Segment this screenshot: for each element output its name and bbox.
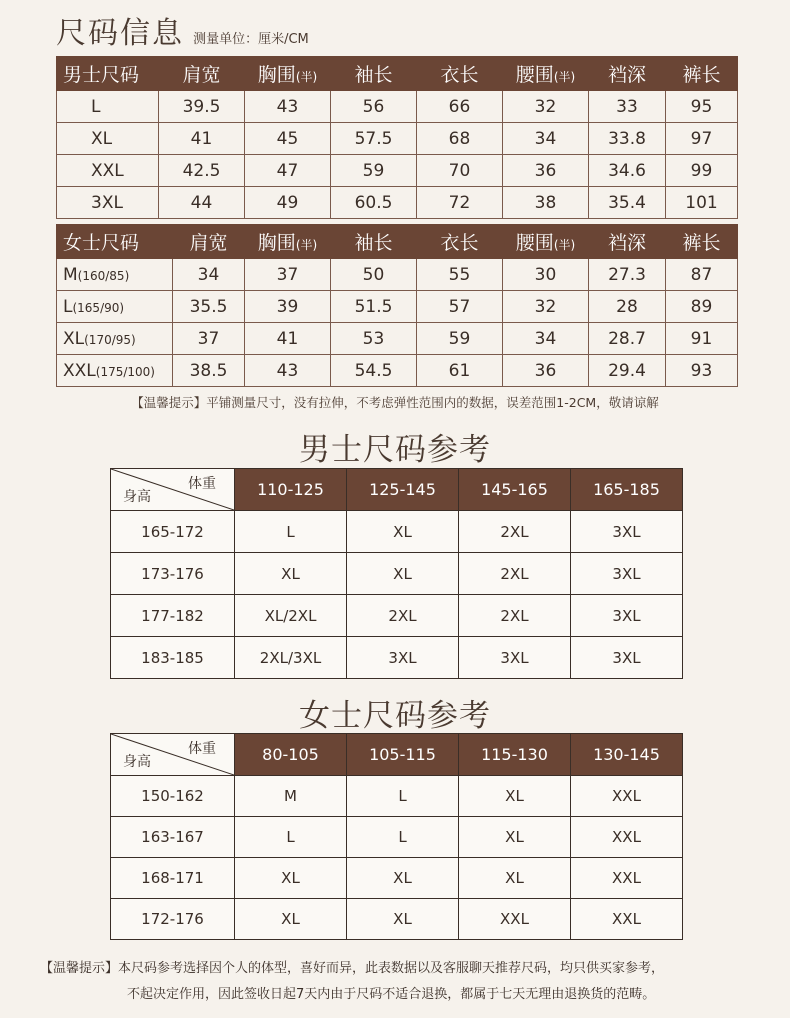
column-header-note: (半) bbox=[553, 238, 576, 252]
reference-note-line1: 【温馨提示】本尺码参考选择因个人的体型，喜好而异，此表数据以及客服聊天推荐尺码，均只供买家参考， bbox=[40, 961, 665, 976]
measure-cell: 50 bbox=[331, 259, 417, 291]
measure-cell: 59 bbox=[417, 323, 503, 355]
column-header bbox=[589, 57, 666, 91]
column-header-label: 裆深 bbox=[607, 64, 646, 86]
measure-cell: 87 bbox=[666, 259, 738, 291]
height-range-cell: 168-171 bbox=[111, 858, 235, 899]
size-note: (170/95) bbox=[84, 332, 136, 347]
table-row bbox=[57, 91, 738, 123]
column-header-label: 胸围 bbox=[257, 232, 296, 254]
reference-note bbox=[40, 956, 770, 1008]
weight-range-header: 80-105 bbox=[235, 734, 347, 776]
measure-cell: 93 bbox=[666, 355, 738, 387]
height-range-cell: 177-182 bbox=[111, 595, 235, 637]
size-label: M bbox=[63, 264, 78, 285]
column-header-label: 袖长 bbox=[354, 232, 393, 254]
recommended-size-cell: L bbox=[347, 817, 459, 858]
page-title: 尺码信息 bbox=[56, 16, 184, 51]
measure-cell: 57.5 bbox=[331, 123, 417, 155]
table-row bbox=[111, 817, 683, 858]
column-header bbox=[417, 57, 503, 91]
men-reference-table bbox=[110, 468, 683, 679]
column-header bbox=[666, 225, 738, 259]
measure-cell: 28.7 bbox=[589, 323, 666, 355]
recommended-size-cell: XL bbox=[459, 776, 571, 817]
measure-cell: 66 bbox=[417, 91, 503, 123]
recommended-size-cell: 3XL bbox=[459, 637, 571, 679]
table-row bbox=[111, 511, 683, 553]
table-row bbox=[111, 595, 683, 637]
recommended-size-cell: 2XL bbox=[459, 511, 571, 553]
column-header bbox=[57, 225, 173, 259]
measure-cell: 34 bbox=[173, 259, 245, 291]
recommended-size-cell: XL bbox=[235, 553, 347, 595]
recommended-size-cell: 3XL bbox=[571, 511, 683, 553]
weight-range-header: 165-185 bbox=[571, 469, 683, 511]
recommended-size-cell: XL bbox=[459, 858, 571, 899]
column-header-label: 衣长 bbox=[440, 232, 479, 254]
size-label: XL bbox=[91, 128, 113, 149]
table-row bbox=[57, 355, 738, 387]
recommended-size-cell: 3XL bbox=[571, 553, 683, 595]
measure-cell: 37 bbox=[245, 259, 331, 291]
size-cell bbox=[57, 155, 159, 187]
weight-range-header: 125-145 bbox=[347, 469, 459, 511]
weight-label: 体重 bbox=[188, 741, 216, 757]
measure-cell: 36 bbox=[503, 155, 589, 187]
weight-range-header: 105-115 bbox=[347, 734, 459, 776]
measure-cell: 59 bbox=[331, 155, 417, 187]
weight-label: 体重 bbox=[188, 476, 216, 492]
measure-cell: 39.5 bbox=[159, 91, 245, 123]
measure-cell: 34.6 bbox=[589, 155, 666, 187]
column-header bbox=[159, 57, 245, 91]
measure-cell: 45 bbox=[245, 123, 331, 155]
women-size-spec-table bbox=[56, 224, 738, 387]
size-cell bbox=[57, 123, 159, 155]
column-header-label: 男士尺码 bbox=[63, 64, 140, 86]
height-label: 身高 bbox=[123, 489, 151, 505]
page-header bbox=[56, 8, 309, 52]
table-row bbox=[111, 776, 683, 817]
size-label: XL bbox=[63, 328, 85, 349]
men-size-spec-table bbox=[56, 56, 738, 219]
recommended-size-cell: XL bbox=[347, 553, 459, 595]
height-range-cell: 173-176 bbox=[111, 553, 235, 595]
column-header bbox=[417, 225, 503, 259]
measure-cell: 44 bbox=[159, 187, 245, 219]
size-note: (175/100) bbox=[95, 364, 155, 379]
measure-cell: 49 bbox=[245, 187, 331, 219]
measure-cell: 33.8 bbox=[589, 123, 666, 155]
measure-cell: 97 bbox=[666, 123, 738, 155]
measure-cell: 56 bbox=[331, 91, 417, 123]
measure-cell: 89 bbox=[666, 291, 738, 323]
measure-cell: 41 bbox=[245, 323, 331, 355]
column-header bbox=[245, 57, 331, 91]
column-header bbox=[331, 57, 417, 91]
column-header bbox=[173, 225, 245, 259]
measure-cell: 39 bbox=[245, 291, 331, 323]
measurement-note: 【温馨提示】平铺测量尺寸，没有拉伸，不考虑弹性范围内的数据，误差范围1-2CM，敬请谅解 bbox=[131, 395, 659, 410]
measure-cell: 54.5 bbox=[331, 355, 417, 387]
column-header bbox=[245, 225, 331, 259]
column-header bbox=[503, 57, 589, 91]
column-header-label: 肩宽 bbox=[182, 64, 221, 86]
column-header-label: 衣长 bbox=[440, 64, 479, 86]
recommended-size-cell: XL bbox=[235, 899, 347, 940]
measure-cell: 51.5 bbox=[331, 291, 417, 323]
recommended-size-cell: 2XL/3XL bbox=[235, 637, 347, 679]
recommended-size-cell: XXL bbox=[571, 817, 683, 858]
recommended-size-cell: 2XL bbox=[459, 553, 571, 595]
recommended-size-cell: XXL bbox=[571, 858, 683, 899]
measure-cell: 34 bbox=[503, 323, 589, 355]
diagonal-header-cell bbox=[111, 469, 235, 511]
size-note: (165/90) bbox=[72, 300, 125, 315]
column-header bbox=[666, 57, 738, 91]
measure-cell: 34 bbox=[503, 123, 589, 155]
measure-cell: 27.3 bbox=[589, 259, 666, 291]
recommended-size-cell: 2XL bbox=[347, 595, 459, 637]
table-row bbox=[57, 259, 738, 291]
recommended-size-cell: M bbox=[235, 776, 347, 817]
recommended-size-cell: XL bbox=[347, 899, 459, 940]
recommended-size-cell: XL bbox=[347, 511, 459, 553]
size-label: L bbox=[91, 96, 101, 117]
column-header-label: 腰围 bbox=[515, 232, 554, 254]
size-cell bbox=[57, 259, 173, 291]
size-cell bbox=[57, 355, 173, 387]
height-label: 身高 bbox=[123, 754, 151, 770]
recommended-size-cell: XXL bbox=[571, 899, 683, 940]
weight-range-header: 110-125 bbox=[235, 469, 347, 511]
column-header-note: (半) bbox=[295, 238, 318, 252]
column-header-label: 裆深 bbox=[607, 232, 646, 254]
measure-cell: 36 bbox=[503, 355, 589, 387]
measure-cell: 35.4 bbox=[589, 187, 666, 219]
recommended-size-cell: XL bbox=[235, 858, 347, 899]
recommended-size-cell: 2XL bbox=[459, 595, 571, 637]
recommended-size-cell: XL/2XL bbox=[235, 595, 347, 637]
height-range-cell: 163-167 bbox=[111, 817, 235, 858]
measure-cell: 30 bbox=[503, 259, 589, 291]
measure-cell: 43 bbox=[245, 355, 331, 387]
measure-cell: 32 bbox=[503, 291, 589, 323]
size-label: XXL bbox=[91, 160, 124, 181]
measure-cell: 61 bbox=[417, 355, 503, 387]
column-header-label: 裤长 bbox=[682, 64, 721, 86]
measure-cell: 29.4 bbox=[589, 355, 666, 387]
measure-cell: 55 bbox=[417, 259, 503, 291]
measure-cell: 28 bbox=[589, 291, 666, 323]
recommended-size-cell: 3XL bbox=[571, 595, 683, 637]
measure-cell: 35.5 bbox=[173, 291, 245, 323]
table-row bbox=[57, 323, 738, 355]
column-header-label: 胸围 bbox=[257, 64, 296, 86]
recommended-size-cell: 3XL bbox=[571, 637, 683, 679]
recommended-size-cell: L bbox=[235, 511, 347, 553]
recommended-size-cell: XXL bbox=[459, 899, 571, 940]
column-header-label: 肩宽 bbox=[189, 232, 228, 254]
measure-cell: 53 bbox=[331, 323, 417, 355]
height-range-cell: 165-172 bbox=[111, 511, 235, 553]
size-label: XXL bbox=[63, 360, 96, 381]
table-row bbox=[111, 553, 683, 595]
measure-cell: 38.5 bbox=[173, 355, 245, 387]
size-label: 3XL bbox=[91, 192, 123, 213]
column-header-label: 裤长 bbox=[682, 232, 721, 254]
recommended-size-cell: L bbox=[235, 817, 347, 858]
recommended-size-cell: XL bbox=[459, 817, 571, 858]
size-note: (160/85) bbox=[77, 268, 130, 283]
measure-cell: 101 bbox=[666, 187, 738, 219]
weight-range-header: 115-130 bbox=[459, 734, 571, 776]
size-label: L bbox=[63, 296, 73, 317]
column-header bbox=[57, 57, 159, 91]
table-row bbox=[57, 291, 738, 323]
measure-cell: 37 bbox=[173, 323, 245, 355]
measure-cell: 60.5 bbox=[331, 187, 417, 219]
table-row bbox=[111, 637, 683, 679]
measure-cell: 42.5 bbox=[159, 155, 245, 187]
column-header-note: (半) bbox=[295, 70, 318, 84]
recommended-size-cell: XL bbox=[347, 858, 459, 899]
measure-cell: 70 bbox=[417, 155, 503, 187]
measure-cell: 57 bbox=[417, 291, 503, 323]
table-row bbox=[57, 123, 738, 155]
measure-cell: 99 bbox=[666, 155, 738, 187]
measure-cell: 95 bbox=[666, 91, 738, 123]
measure-cell: 72 bbox=[417, 187, 503, 219]
women-reference-title: 女士尺码参考 bbox=[299, 698, 491, 734]
column-header bbox=[503, 225, 589, 259]
measure-cell: 47 bbox=[245, 155, 331, 187]
size-cell bbox=[57, 323, 173, 355]
recommended-size-cell: L bbox=[347, 776, 459, 817]
column-header-label: 腰围 bbox=[515, 64, 554, 86]
measure-cell: 41 bbox=[159, 123, 245, 155]
table-row bbox=[57, 155, 738, 187]
column-header-label: 女士尺码 bbox=[63, 232, 140, 254]
measure-cell: 91 bbox=[666, 323, 738, 355]
reference-note-line2: 不起决定作用，因此签收日起7天内由于尺码不适合退换，都属于七天无理由退换货的范畴。 bbox=[127, 987, 656, 1002]
weight-range-header: 145-165 bbox=[459, 469, 571, 511]
recommended-size-cell: XXL bbox=[571, 776, 683, 817]
measure-cell: 68 bbox=[417, 123, 503, 155]
column-header bbox=[331, 225, 417, 259]
recommended-size-cell: 3XL bbox=[347, 637, 459, 679]
measure-cell: 38 bbox=[503, 187, 589, 219]
table-row bbox=[111, 899, 683, 940]
men-reference-title: 男士尺码参考 bbox=[299, 432, 491, 468]
measure-cell: 33 bbox=[589, 91, 666, 123]
size-cell bbox=[57, 291, 173, 323]
height-range-cell: 150-162 bbox=[111, 776, 235, 817]
diagonal-header-cell bbox=[111, 734, 235, 776]
height-range-cell: 172-176 bbox=[111, 899, 235, 940]
measure-unit: 测量单位：厘米/CM bbox=[193, 32, 309, 47]
measure-cell: 43 bbox=[245, 91, 331, 123]
weight-range-header: 130-145 bbox=[571, 734, 683, 776]
table-row bbox=[111, 858, 683, 899]
column-header-note: (半) bbox=[553, 70, 576, 84]
measure-cell: 32 bbox=[503, 91, 589, 123]
table-row bbox=[57, 187, 738, 219]
size-cell bbox=[57, 91, 159, 123]
height-range-cell: 183-185 bbox=[111, 637, 235, 679]
column-header bbox=[589, 225, 666, 259]
women-reference-table bbox=[110, 733, 683, 940]
column-header-label: 袖长 bbox=[354, 64, 393, 86]
size-cell bbox=[57, 187, 159, 219]
